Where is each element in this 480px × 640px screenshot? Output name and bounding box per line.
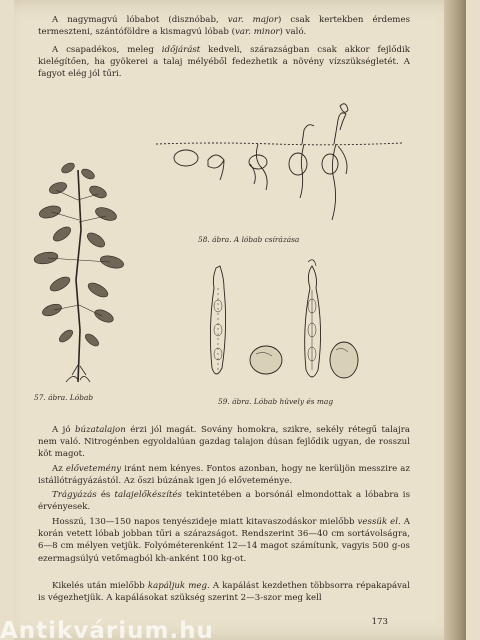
paragraph-weather <box>38 44 410 81</box>
book-spine <box>444 0 466 640</box>
paragraph-fertilizing <box>38 489 410 513</box>
pod-and-seed-illustration <box>194 258 374 393</box>
text-run: és <box>96 490 115 500</box>
text-run: iránt nem kényes. Fontos azonban, hogy ne kerüljön messzire az istállótrágyázástól. Az őszi búzának igen jó előveteménye. <box>38 464 410 487</box>
paragraph-soil <box>38 424 410 461</box>
text-run: ) csak kertekben érdemes termeszteni, szántóföldre a kismagvú lóbab ( <box>38 15 411 38</box>
text-italic: időjárást <box>161 45 201 55</box>
text-italic: var. minor <box>235 27 280 38</box>
text-run: tekintetében a borsónál elmondottak a lóbabra is érvényesek. <box>38 490 410 513</box>
text-run: . A kapálást kezdethen többsorra répakapával is végezhetjük. A kapálásokat szükség szerint 2—3-szor meg kell <box>38 581 410 604</box>
paragraph-hoeing <box>38 580 410 604</box>
text-italic: kapáljuk meg <box>147 581 208 591</box>
paragraph-lobab-varieties <box>38 14 410 38</box>
text-run: Kikelés után mielőbb <box>52 581 148 591</box>
text-italic: Trágyázás <box>52 490 97 500</box>
text-italic: elővetemény <box>65 464 122 474</box>
page-number: 173 <box>371 617 388 627</box>
watermark: Antikvárium.hu <box>0 618 214 640</box>
lobab-plant-illustration <box>26 150 136 385</box>
germination-illustration <box>154 100 404 230</box>
figure-57-caption: 57. ábra. Lóbab <box>34 393 94 402</box>
text-run: ) való. <box>279 27 307 38</box>
text-run: kedveli, szárazságban csak akkor fejlődik kielégítően, ha gyökerei a talaj mélyéből fedezhetik a növény vízszükségletét. A fagyot elég jól tűri. <box>38 45 410 80</box>
text-run: . A korán vetett lóbab jobban tűri a szárazságot. Rendszerint 36—40 cm sortávolságra, 6—8 cm mélyen vetjük. Folyóméterenként 12—14 magot számítunk, vagyis 500 g-os ezermagsúlyú vetőmagból kh-anként 100 kg-ot. <box>38 517 411 564</box>
text-italic: búzatalajon <box>75 425 126 435</box>
figure-59-caption: 59. ábra. Lóbab hüvely és mag <box>218 397 334 406</box>
text-italic: var. major <box>227 15 278 25</box>
text-run: Hosszú, 130—150 napos tenyészideje miatt kitavaszodáskor mielőbb <box>52 517 358 527</box>
text-run: Az <box>52 464 66 474</box>
text-italic: vessük el <box>357 517 399 527</box>
text-run: A csapadékos, meleg <box>52 45 162 55</box>
paragraph-sowing <box>38 516 410 565</box>
figure-58-caption: 58. ábra. A lóbab csírázása <box>198 235 300 244</box>
paragraph-precrop <box>38 463 410 487</box>
text-run: A jó <box>52 425 76 435</box>
text-run: A nagymagvú lóbabot (disznóbab, <box>52 15 228 25</box>
text-italic: talajelőkészítés <box>114 490 182 500</box>
text-run: érzi jól magát. Sovány homokra, szikre, sekély rétegű talajra nem való. Nitrogénben egyoldalúan gazdag talajon dúsan fejlődik ugyan, de rosszul köt magot. <box>38 425 410 460</box>
book-page <box>14 0 466 640</box>
